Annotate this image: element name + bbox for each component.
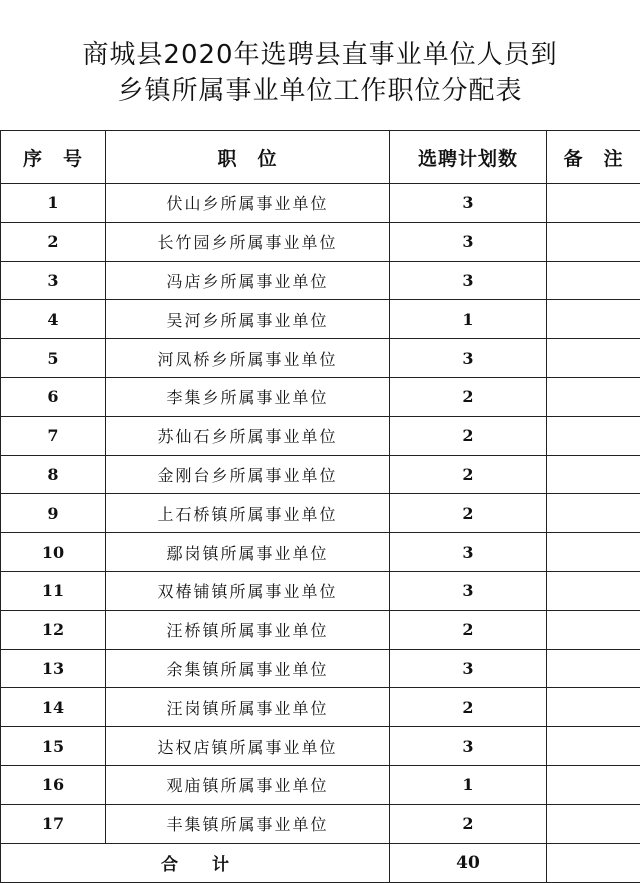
row-index: 7 xyxy=(1,416,106,455)
table-row xyxy=(1,765,640,804)
row-position: 长竹园乡所属事业单位 xyxy=(106,222,390,261)
row-position: 观庙镇所属事业单位 xyxy=(106,765,390,804)
table-row xyxy=(1,455,640,494)
table-row xyxy=(1,727,640,766)
row-note xyxy=(547,377,640,416)
row-position: 丰集镇所属事业单位 xyxy=(106,804,390,843)
row-index: 14 xyxy=(1,688,106,727)
header-position: 职 位 xyxy=(106,131,390,184)
table-row xyxy=(1,804,640,843)
header-count: 选聘计划数 xyxy=(390,131,547,184)
row-count: 3 xyxy=(390,649,547,688)
row-index: 17 xyxy=(1,804,106,843)
row-index: 5 xyxy=(1,339,106,378)
row-count: 3 xyxy=(390,339,547,378)
row-count: 2 xyxy=(390,610,547,649)
row-index: 8 xyxy=(1,455,106,494)
row-position: 冯店乡所属事业单位 xyxy=(106,261,390,300)
row-position: 达权店镇所属事业单位 xyxy=(106,727,390,766)
row-index: 10 xyxy=(1,533,106,572)
title-line-1: 商城县2020年选聘县直事业单位人员到 xyxy=(0,34,640,71)
row-count: 1 xyxy=(390,300,547,339)
row-note xyxy=(547,455,640,494)
total-row xyxy=(1,843,640,882)
row-position: 苏仙石乡所属事业单位 xyxy=(106,416,390,455)
title-line-2: 乡镇所属事业单位工作职位分配表 xyxy=(0,70,640,107)
row-position: 鄢岗镇所属事业单位 xyxy=(106,533,390,572)
row-note xyxy=(547,688,640,727)
row-index: 13 xyxy=(1,649,106,688)
row-note xyxy=(547,765,640,804)
table-body xyxy=(1,184,640,844)
table-row xyxy=(1,688,640,727)
row-index: 11 xyxy=(1,571,106,610)
document-title xyxy=(0,0,640,130)
table-row xyxy=(1,649,640,688)
row-position: 伏山乡所属事业单位 xyxy=(106,184,390,223)
row-note xyxy=(547,494,640,533)
row-count: 3 xyxy=(390,184,547,223)
row-note xyxy=(547,649,640,688)
row-count: 2 xyxy=(390,416,547,455)
row-index: 3 xyxy=(1,261,106,300)
total-note xyxy=(547,843,640,882)
row-position: 上石桥镇所属事业单位 xyxy=(106,494,390,533)
table-row xyxy=(1,377,640,416)
row-index: 6 xyxy=(1,377,106,416)
row-count: 2 xyxy=(390,377,547,416)
row-count: 3 xyxy=(390,261,547,300)
row-index: 4 xyxy=(1,300,106,339)
row-position: 余集镇所属事业单位 xyxy=(106,649,390,688)
row-position: 李集乡所属事业单位 xyxy=(106,377,390,416)
row-note xyxy=(547,339,640,378)
row-index: 15 xyxy=(1,727,106,766)
row-position: 河凤桥乡所属事业单位 xyxy=(106,339,390,378)
table-row xyxy=(1,184,640,223)
row-note xyxy=(547,533,640,572)
row-count: 2 xyxy=(390,494,547,533)
row-index: 12 xyxy=(1,610,106,649)
table-row xyxy=(1,339,640,378)
row-note xyxy=(547,300,640,339)
table-row xyxy=(1,300,640,339)
allocation-table xyxy=(0,130,640,883)
row-count: 3 xyxy=(390,533,547,572)
row-note xyxy=(547,261,640,300)
total-count: 40 xyxy=(390,843,547,882)
row-count: 2 xyxy=(390,804,547,843)
row-note xyxy=(547,610,640,649)
row-index: 16 xyxy=(1,765,106,804)
table-row xyxy=(1,416,640,455)
table-row xyxy=(1,494,640,533)
table-row xyxy=(1,610,640,649)
header-index: 序 号 xyxy=(1,131,106,184)
row-count: 3 xyxy=(390,222,547,261)
row-position: 汪桥镇所属事业单位 xyxy=(106,610,390,649)
table-row xyxy=(1,533,640,572)
total-label: 合 计 xyxy=(1,843,390,882)
row-index: 9 xyxy=(1,494,106,533)
table-header-row xyxy=(1,131,640,184)
row-count: 1 xyxy=(390,765,547,804)
table-row xyxy=(1,222,640,261)
row-position: 吴河乡所属事业单位 xyxy=(106,300,390,339)
row-count: 2 xyxy=(390,455,547,494)
row-count: 2 xyxy=(390,688,547,727)
row-position: 汪岗镇所属事业单位 xyxy=(106,688,390,727)
row-count: 3 xyxy=(390,571,547,610)
row-note xyxy=(547,184,640,223)
table-row xyxy=(1,261,640,300)
row-note xyxy=(547,416,640,455)
row-note xyxy=(547,222,640,261)
row-note xyxy=(547,727,640,766)
table-row xyxy=(1,571,640,610)
row-index: 1 xyxy=(1,184,106,223)
row-count: 3 xyxy=(390,727,547,766)
row-position: 金刚台乡所属事业单位 xyxy=(106,455,390,494)
row-note xyxy=(547,571,640,610)
row-position: 双椿铺镇所属事业单位 xyxy=(106,571,390,610)
row-index: 2 xyxy=(1,222,106,261)
row-note xyxy=(547,804,640,843)
header-note: 备 注 xyxy=(547,131,640,184)
